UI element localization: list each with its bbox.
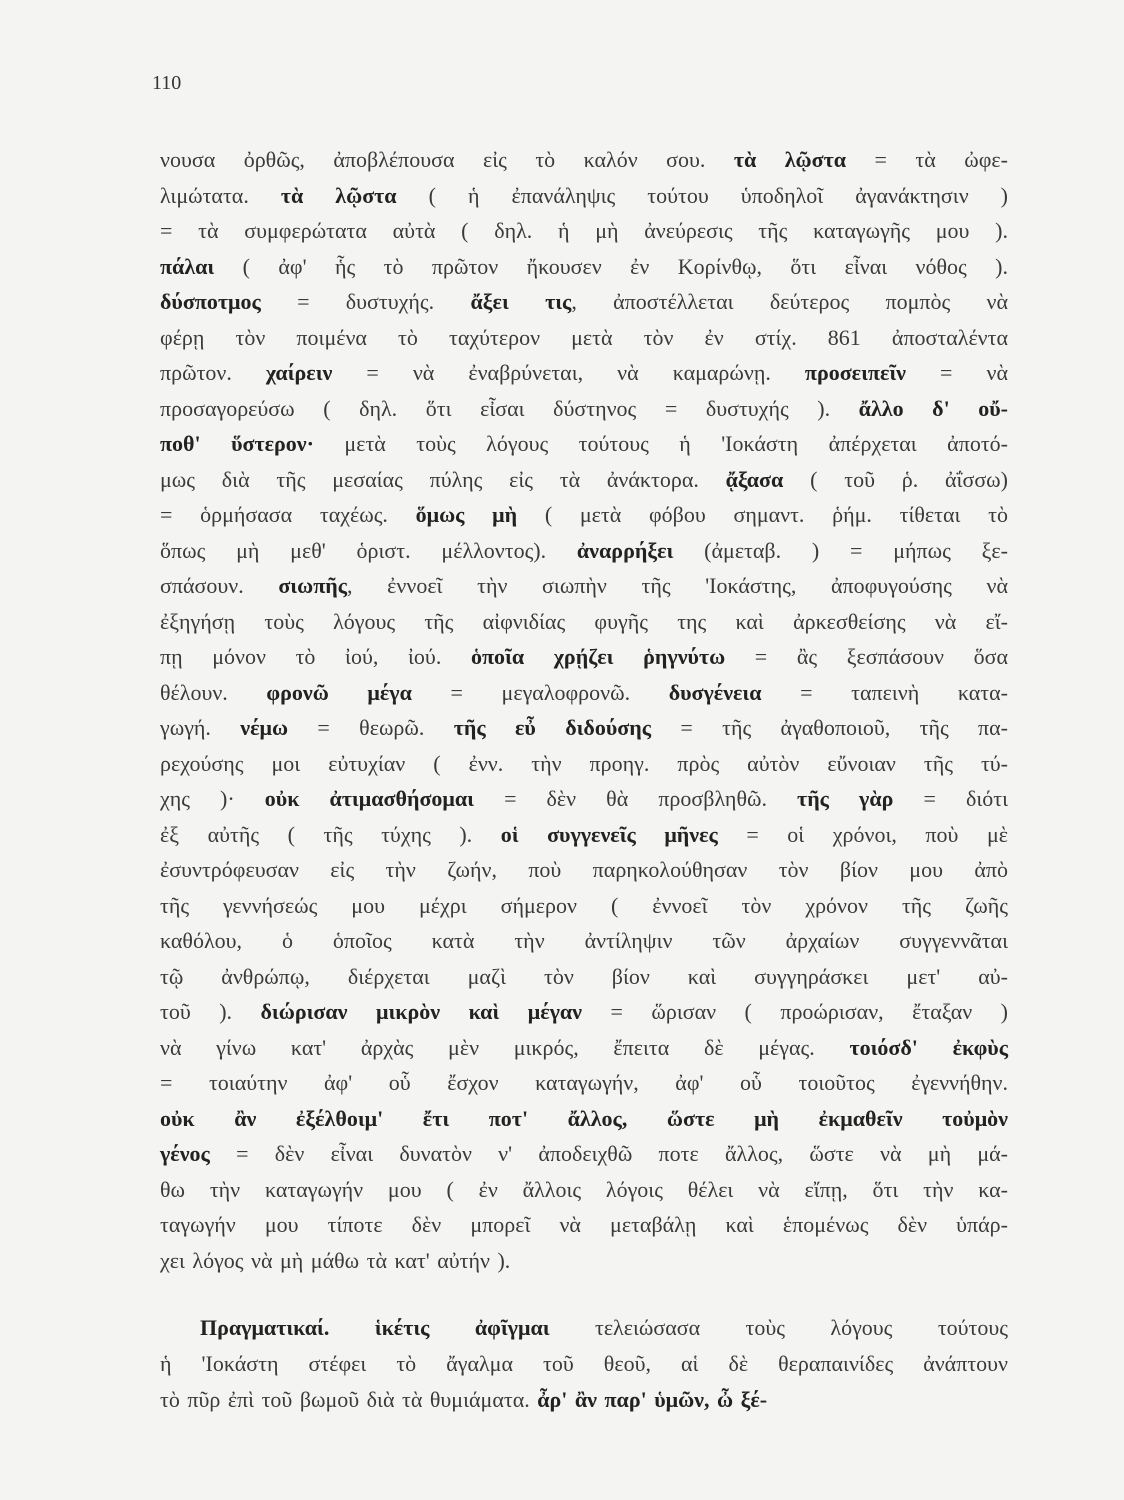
gloss-text: ἡ 'Ιοκάστη στέφει τὸ ἄγαλμα τοῦ θεοῦ, αἱ δὲ θεραπαινίδες ἀνάπτουν [160, 1351, 1008, 1376]
lemma-term: σιωπῆς [278, 573, 348, 598]
gloss-text: = τῆς ἀγαθοποιοῦ, τῆς πα- [651, 715, 1008, 740]
page-number: 110 [152, 72, 182, 94]
gloss-text: = ἂς ξεσπάσουν ὅσα [725, 644, 1008, 669]
gloss-text: = ὥρισαν ( προώρισαν, ἔταξαν ) [582, 999, 1008, 1024]
text-line [160, 1310, 1008, 1346]
gloss-text: θω τὴν καταγωγήν μου ( ἐν ἄλλοις λόγοις θέλει νὰ εἴπῃ, ὅτι τὴν κα- [160, 1176, 1008, 1202]
text-line [160, 994, 1008, 1030]
lemma-term: ᾄξασα [725, 466, 784, 492]
gloss-text: = δυστυχής. [260, 289, 471, 314]
text-line [160, 817, 1008, 853]
text-line [160, 1136, 1008, 1172]
lemma-term: χαίρειν [265, 360, 333, 385]
gloss-text: ( ἡ ἐπανάληψις τούτου ὑποδηλοῖ ἀγανάκτησιν ) [396, 182, 1009, 208]
text-line [160, 497, 1008, 533]
gloss-text: σπάσουν. [160, 573, 279, 598]
lemma-term: ἱκέτις ἀφῖγμαι [374, 1315, 550, 1340]
gloss-text: = δὲν θὰ προσβληθῶ. [473, 786, 798, 811]
lemma-term: ποθ' ὕστερον· [160, 431, 314, 456]
gloss-text: ἐσυντρόφευσαν εἰς τὴν ζωήν, ποὺ παρηκολούθησαν τὸν βίον μου ἀπὸ [160, 857, 1008, 882]
text-line [160, 604, 1008, 640]
text-line [160, 959, 1008, 995]
practical-notes-paragraph [160, 1310, 1008, 1418]
lemma-term: τὰ λῷστα [733, 147, 847, 172]
lemma-term: φρονῶ μέγα [266, 679, 412, 705]
gloss-text: χης )· [160, 786, 265, 811]
gloss-text: τὸ πῦρ ἐπὶ τοῦ βωμοῦ διὰ τὰ θυμιάματα. [160, 1387, 538, 1412]
lemma-term: δύσποτμος [160, 289, 261, 314]
gloss-text: μετὰ τοὺς λόγους τούτους ἡ 'Ιοκάστη ἀπέρχεται ἀποτό- [313, 431, 1008, 456]
text-line [160, 249, 1008, 285]
gloss-text: καθόλου, ὁ ὁποῖος κατὰ τὴν ἀντίληψιν τῶν ἀρχαίων συγγεννᾶται [160, 928, 1008, 953]
text-line [160, 1030, 1008, 1066]
gloss-text: ὅπως μὴ μεθ' ὁριστ. μέλλοντος). [160, 537, 577, 563]
gloss-text: = θεωρῶ. [288, 715, 454, 740]
text-line [160, 462, 1008, 498]
text-line [160, 639, 1008, 675]
gloss-text: = διότι [893, 786, 1008, 811]
text-line [160, 1101, 1008, 1137]
lemma-term: οὐκ ἀτιμασθήσομαι [264, 786, 474, 811]
text-line [160, 426, 1008, 462]
gloss-text: = οἱ χρόνοι, ποὺ μὲ [717, 821, 1009, 847]
gloss-text: τῆς γεννήσεώς μου μέχρι σήμερον ( ἐννοεῖ τὸν χρόνον τῆς ζωῆς [160, 892, 1008, 918]
lemma-term: γένος [160, 1141, 210, 1166]
text-line [160, 533, 1008, 569]
gloss-text: τελειώσασα τοὺς λόγους τούτους [549, 1315, 1008, 1340]
gloss-text: πρῶτον. [160, 360, 266, 385]
lemma-term: νέμω [240, 715, 289, 740]
lemma-term: προσειπεῖν [804, 360, 907, 385]
gloss-text: ρεχούσης μοι εὐτυχίαν ( ἐνν. τὴν προηγ. πρὸς αὐτὸν εὔνοιαν τῆς τύ- [160, 750, 1008, 776]
text-line [160, 710, 1008, 746]
gloss-text: νουσα ὀρθῶς, ἀποβλέπουσα εἰς τὸ καλόν σου. [160, 147, 734, 172]
lemma-term: ἄλλο δ' οὔ- [858, 395, 1009, 421]
lemma-term: τοιόσδ' ἐκφὺς [849, 1034, 1008, 1060]
lemma-term: τῆς εὖ διδούσης [453, 715, 652, 740]
text-line [160, 675, 1008, 711]
text-line [160, 142, 1008, 178]
gloss-text: ἐξηγήσῃ τοὺς λόγους τῆς αἰφνιδίας φυγῆς της καὶ ἀρκεσθείσης νὰ εἴ- [160, 608, 1008, 634]
gloss-text: ( μετὰ φόβου σημαντ. ῥήμ. τίθεται τὸ [517, 502, 1008, 527]
lemma-term: δυσγένεια [668, 679, 762, 705]
gloss-text: φέρῃ τὸν ποιμένα τὸ ταχύτερον μετὰ τὸν ἐν στίχ. 861 ἀποσταλέντα [160, 324, 1008, 350]
gloss-text: = δὲν εἶναι δυνατὸν ν' ἀποδειχθῶ ποτε ἄλλος, ὥστε νὰ μὴ μά- [209, 1141, 1008, 1166]
gloss-text: μως διὰ τῆς μεσαίας πύλης εἰς τὰ ἀνάκτορα. [160, 466, 726, 492]
lemma-term: πάλαι [160, 253, 215, 279]
gloss-text: ταγωγήν μου τίποτε δὲν μπορεῖ νὰ μεταβάλῃ καὶ ἑπομένως δὲν ὑπάρ- [160, 1212, 1008, 1237]
text-line [160, 1382, 1008, 1418]
text-line [160, 284, 1008, 320]
gloss-text: = νὰ [906, 360, 1008, 385]
text-line [160, 391, 1008, 427]
text-line [160, 1346, 1008, 1382]
lemma-term: Πραγματικαί. [200, 1315, 375, 1340]
gloss-text: τοῦ ). [160, 999, 261, 1024]
gloss-text: = τοιαύτην ἀφ' οὗ ἔσχον καταγωγήν, ἀφ' οὗ τοιοῦτος ἐγεννήθην. [160, 1070, 1008, 1095]
gloss-text: λιμώτατα. [160, 182, 281, 208]
gloss-text: νὰ γίνω κατ' ἀρχὰς μὲν μικρός, ἔπειτα δὲ μέγας. [160, 1034, 850, 1060]
text-line [160, 178, 1008, 214]
text-line [160, 746, 1008, 782]
lemma-term: ὁποῖα χρῄζει ῥηγνύτω [470, 644, 726, 669]
gloss-text: = τὰ συμφερώτατα αὐτὰ ( δηλ. ἡ μὴ ἀνεύρεσις τῆς καταγωγῆς μου ). [160, 218, 1008, 243]
gloss-text: (ἀμεταβ. ) = μήπως ξε- [673, 537, 1008, 563]
text-line [160, 852, 1008, 888]
text-line [160, 1065, 1008, 1101]
text-line [160, 1172, 1008, 1208]
text-line [160, 888, 1008, 924]
text-line [160, 1243, 1008, 1279]
gloss-text: = τὰ ὠφε- [846, 147, 1008, 172]
text-line [160, 213, 1008, 249]
lemma-term: οἱ συγγενεῖς μῆνες [500, 821, 718, 847]
gloss-text: = νὰ ἐναβρύνεται, νὰ καμαρώνῃ. [332, 360, 805, 385]
text-line [160, 320, 1008, 356]
lemma-term: ἀναρρήξει [576, 537, 674, 563]
gloss-text: ( ἀφ' ἧς τὸ πρῶτον ἤκουσεν ἐν Κορίνθῳ, ὅτι εἶναι νόθος ). [214, 253, 1008, 279]
gloss-text: , ἐννοεῖ τὴν σιωπὴν τῆς 'Ιοκάστης, ἀποφυγούσης νὰ [347, 573, 1008, 598]
lemma-term: ἆρ' ἂν παρ' ὑμῶν, ὦ ξέ- [537, 1387, 768, 1412]
text-line [160, 1207, 1008, 1243]
text-line [160, 781, 1008, 817]
gloss-text: τῷ ἀνθρώπῳ, διέρχεται μαζὶ τὸν βίον καὶ συγγηράσκει μετ' αὐ- [160, 963, 1008, 989]
gloss-text: = ὁρμήσασα ταχέως. [160, 502, 416, 527]
gloss-text: πῃ μόνον τὸ ἰού, ἰού. [160, 644, 471, 669]
gloss-text: προσαγορεύσω ( δηλ. ὅτι εἶσαι δύστηνος = δυστυχής ). [160, 395, 859, 421]
gloss-text: , ἀποστέλλεται δεύτερος πομπὸς νὰ [571, 289, 1008, 314]
gloss-text: ἐξ αὐτῆς ( τῆς τύχης ). [160, 821, 501, 847]
gloss-text: ( τοῦ ῥ. ἀΐσσω) [783, 466, 1008, 492]
text-line [160, 923, 1008, 959]
gloss-text: θέλουν. [160, 679, 267, 705]
text-line [160, 355, 1008, 391]
lemma-term: διώρισαν μικρὸν καὶ μέγαν [260, 999, 582, 1024]
gloss-text: χει λόγος νὰ μὴ μάθω τὰ κατ' αὐτήν ). [160, 1247, 511, 1273]
lemma-term: ἄξει τις [470, 289, 572, 314]
gloss-text: = ταπεινὴ κατα- [761, 679, 1008, 705]
commentary-paragraph [160, 142, 1008, 1278]
gloss-text: = μεγαλοφρονῶ. [411, 679, 669, 705]
lemma-term: οὐκ ἂν ἐξέλθοιμ' ἔτι ποτ' ἄλλος, ὥστε μὴ ἐκμαθεῖν τοὐμὸν [160, 1105, 1008, 1131]
text-line [160, 568, 1008, 604]
lemma-term: ὅμως μὴ [415, 502, 518, 527]
gloss-text: γωγή. [160, 715, 241, 740]
lemma-term: τὰ λῷστα [280, 182, 397, 208]
lemma-term: τῆς γὰρ [797, 786, 894, 811]
